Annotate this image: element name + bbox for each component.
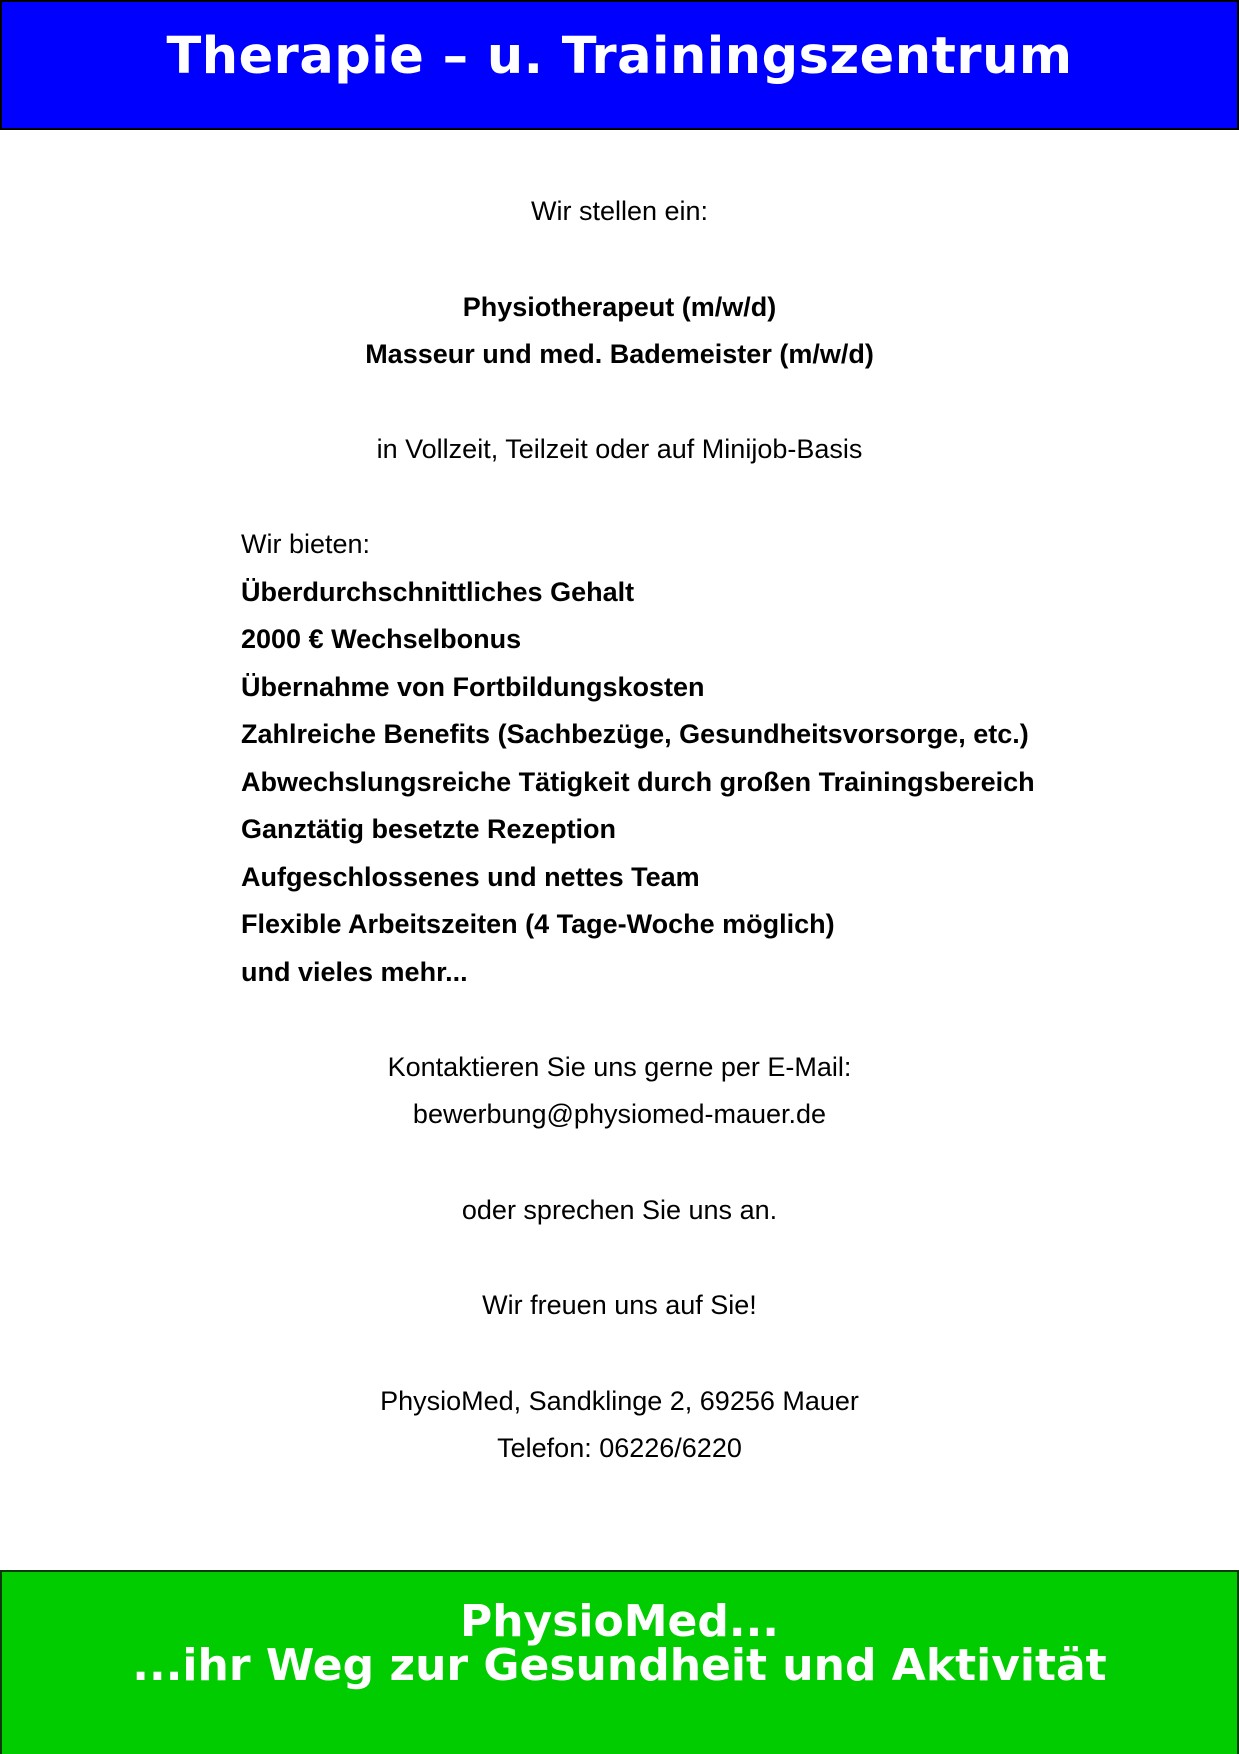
- hiring-label: Wir stellen ein:: [530, 196, 709, 226]
- email-prompt: Kontaktieren Sie uns gerne per E-Mail:: [387, 1052, 852, 1082]
- email-link[interactable]: bewerbung@physiomed-mauer.de: [412, 1099, 827, 1129]
- benefit-item: und vieles mehr...: [241, 957, 468, 987]
- benefit-item: Zahlreiche Benefits (Sachbezüge, Gesundheitsvorsorge, etc.): [241, 719, 1029, 749]
- footer-banner: [0, 1570, 1239, 1754]
- benefit-item: 2000 € Wechselbonus: [241, 624, 522, 654]
- position-physiotherapist: Physiotherapeut (m/w/d): [462, 292, 777, 322]
- benefit-item: Ganztätig besetzte Rezeption: [241, 814, 617, 844]
- employment-types: in Vollzeit, Teilzeit oder auf Minijob-Basis: [376, 434, 863, 464]
- benefits-label: Wir bieten:: [241, 529, 371, 559]
- benefit-item: Überdurchschnittliches Gehalt: [241, 577, 635, 607]
- phone: Telefon: 06226/6220: [497, 1433, 742, 1463]
- footer-brand: PhysioMed...: [459, 1596, 780, 1647]
- position-masseur: Masseur und med. Bademeister (m/w/d): [365, 339, 874, 369]
- benefit-item: Flexible Arbeitszeiten (4 Tage-Woche möglich): [241, 909, 835, 939]
- benefit-item: Abwechslungsreiche Tätigkeit durch großen Trainingsbereich: [241, 767, 1035, 797]
- benefit-item: Aufgeschlossenes und nettes Team: [241, 862, 700, 892]
- alt-contact-prompt: oder sprechen Sie uns an.: [461, 1195, 778, 1225]
- header-banner: [0, 0, 1239, 130]
- address: PhysioMed, Sandklinge 2, 69256 Mauer: [380, 1386, 859, 1416]
- closing-text: Wir freuen uns auf Sie!: [482, 1290, 757, 1320]
- footer-slogan: ...ihr Weg zur Gesundheit und Aktivität: [132, 1640, 1107, 1691]
- page-title: Therapie – u. Trainingszentrum: [166, 27, 1073, 86]
- benefit-item: Übernahme von Fortbildungskosten: [241, 672, 705, 702]
